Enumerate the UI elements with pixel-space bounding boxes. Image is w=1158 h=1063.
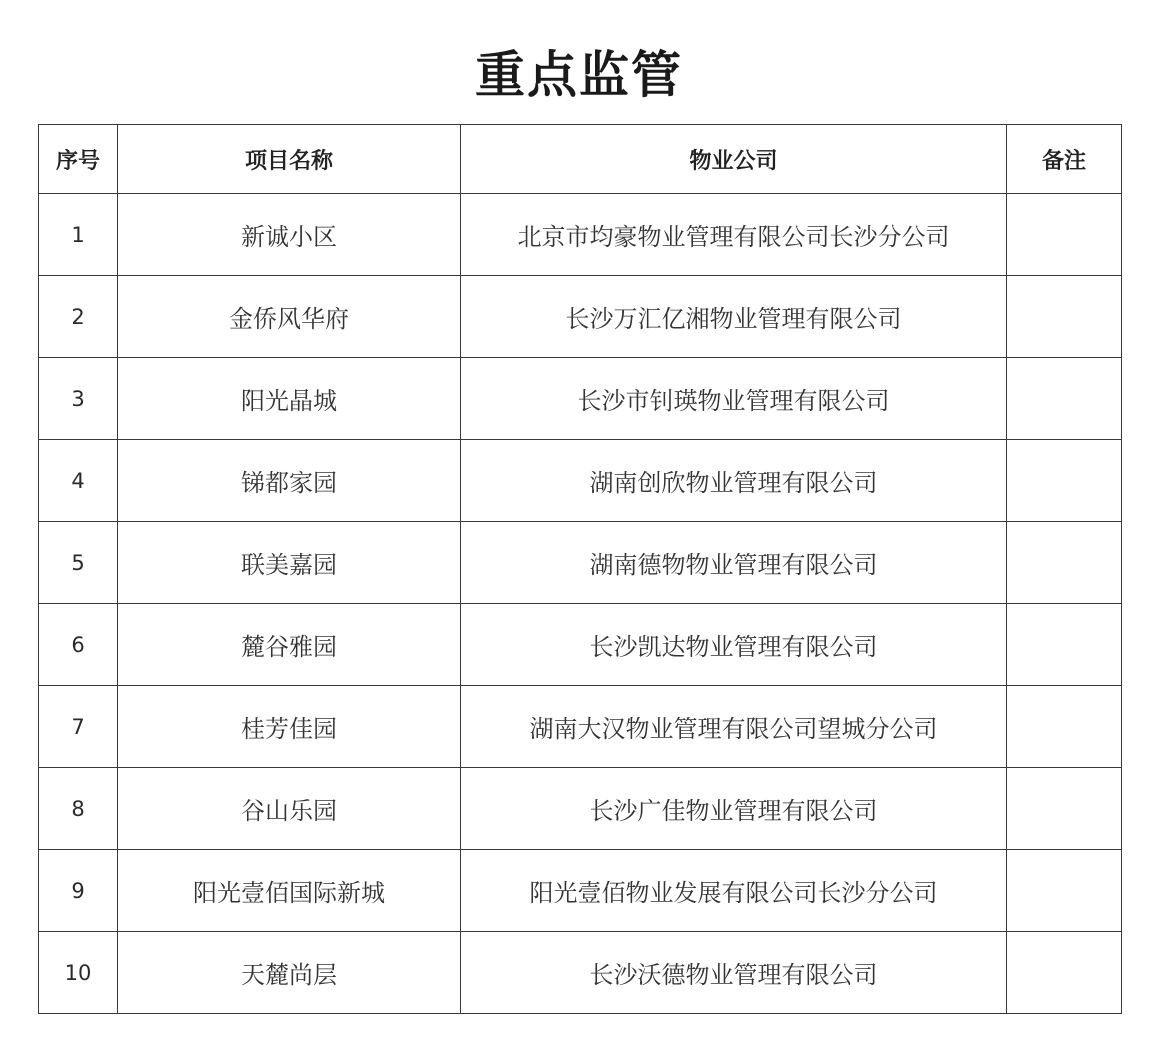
header-project-name: 项目名称 — [118, 125, 461, 194]
row-number: 6 — [39, 604, 118, 686]
table-row — [39, 932, 1122, 1014]
table-row — [39, 768, 1122, 850]
property-company: 湖南德物物业管理有限公司 — [461, 522, 1007, 604]
project-name: 天麓尚层 — [118, 932, 461, 1014]
property-company: 湖南大汉物业管理有限公司望城分公司 — [461, 686, 1007, 768]
header-number: 序号 — [39, 125, 118, 194]
remark — [1007, 522, 1122, 604]
row-number: 7 — [39, 686, 118, 768]
row-number: 10 — [39, 932, 118, 1014]
row-number: 4 — [39, 440, 118, 522]
header-remark: 备注 — [1007, 125, 1122, 194]
table-row — [39, 358, 1122, 440]
project-name: 谷山乐园 — [118, 768, 461, 850]
row-number: 9 — [39, 850, 118, 932]
project-name: 金侨风华府 — [118, 276, 461, 358]
property-company: 北京市均豪物业管理有限公司长沙分公司 — [461, 194, 1007, 276]
remark — [1007, 194, 1122, 276]
property-company: 湖南创欣物业管理有限公司 — [461, 440, 1007, 522]
project-name: 锑都家园 — [118, 440, 461, 522]
project-name: 阳光壹佰国际新城 — [118, 850, 461, 932]
project-name: 麓谷雅园 — [118, 604, 461, 686]
property-company: 阳光壹佰物业发展有限公司长沙分公司 — [461, 850, 1007, 932]
row-number: 3 — [39, 358, 118, 440]
table-row — [39, 194, 1122, 276]
property-company: 长沙沃德物业管理有限公司 — [461, 932, 1007, 1014]
remark — [1007, 932, 1122, 1014]
remark — [1007, 768, 1122, 850]
remark — [1007, 276, 1122, 358]
table-row — [39, 850, 1122, 932]
row-number: 2 — [39, 276, 118, 358]
property-company: 长沙市钊瑛物业管理有限公司 — [461, 358, 1007, 440]
property-company: 长沙广佳物业管理有限公司 — [461, 768, 1007, 850]
remark — [1007, 686, 1122, 768]
table-row — [39, 604, 1122, 686]
table-row — [39, 686, 1122, 768]
project-name: 桂芳佳园 — [118, 686, 461, 768]
property-company: 长沙万汇亿湘物业管理有限公司 — [461, 276, 1007, 358]
supervision-table — [38, 124, 1122, 1014]
table-row — [39, 522, 1122, 604]
row-number: 8 — [39, 768, 118, 850]
project-name: 新诚小区 — [118, 194, 461, 276]
remark — [1007, 850, 1122, 932]
project-name: 联美嘉园 — [118, 522, 461, 604]
table-header-row — [39, 125, 1122, 194]
header-property-company: 物业公司 — [461, 125, 1007, 194]
table-row — [39, 440, 1122, 522]
page-title: 重点监管 — [475, 45, 683, 104]
table-row — [39, 276, 1122, 358]
project-name: 阳光晶城 — [118, 358, 461, 440]
row-number: 5 — [39, 522, 118, 604]
remark — [1007, 440, 1122, 522]
property-company: 长沙凯达物业管理有限公司 — [461, 604, 1007, 686]
remark — [1007, 358, 1122, 440]
row-number: 1 — [39, 194, 118, 276]
remark — [1007, 604, 1122, 686]
